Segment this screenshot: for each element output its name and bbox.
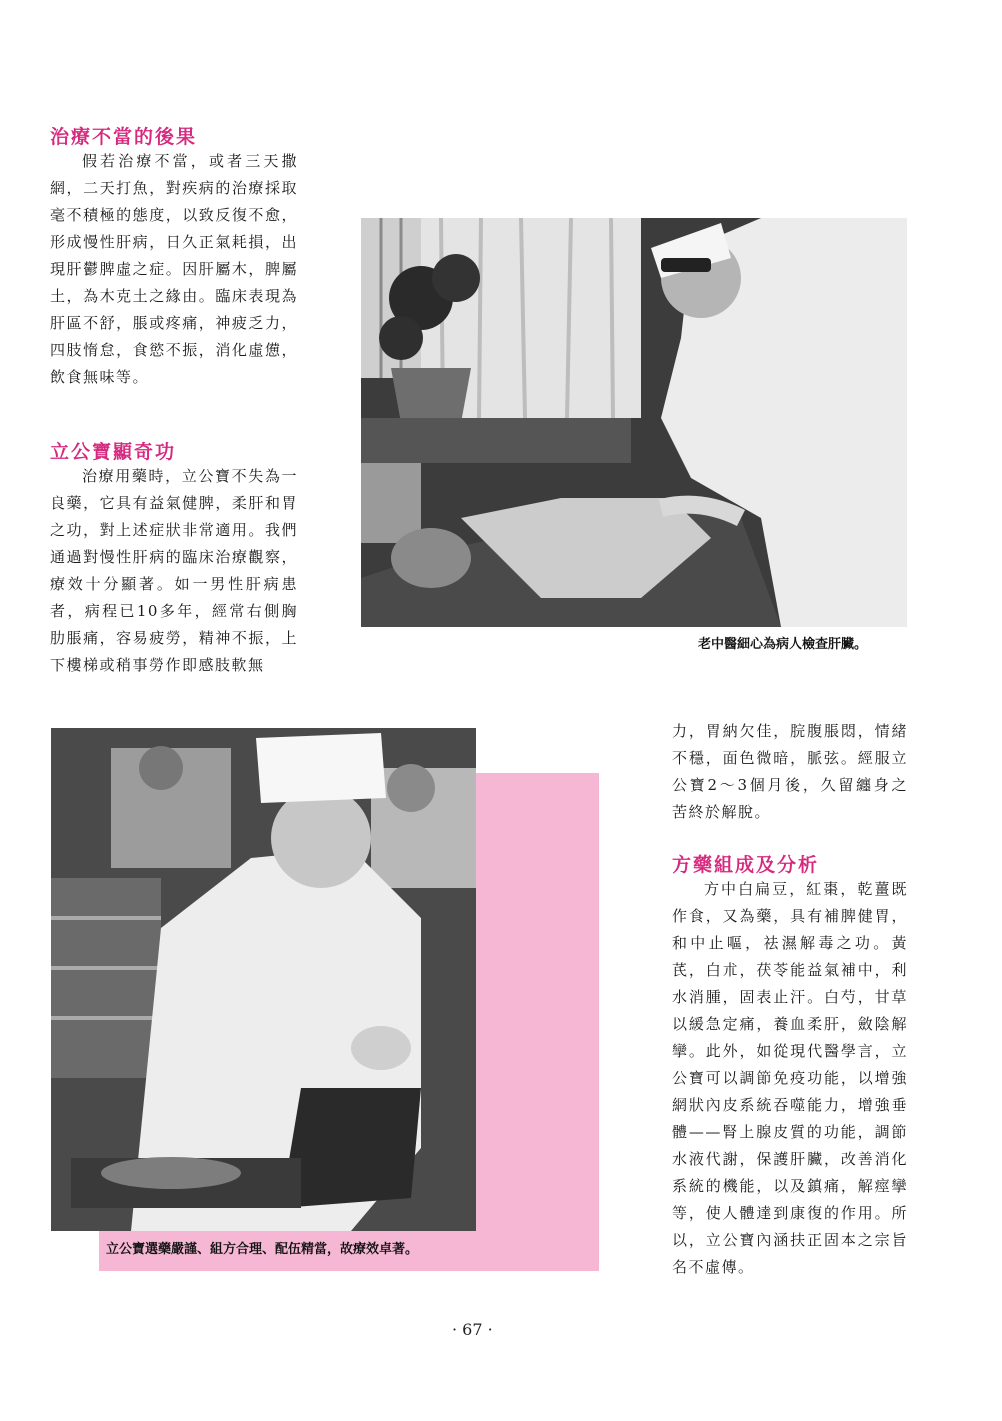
paragraph-ligongbao-efficacy: 治療用藥時，立公寶不失為一良藥，它具有益氣健脾，柔肝和胃之功，對上述症狀非常適用。我們通過對慢性肝病的臨床治療觀察，療效十分顯著。如一男性肝病患者，病程已10多年，經常右側胸肋脹痛，容易疲勞，精神不振，上下樓梯或稍事勞作即感肢軟無 (50, 467, 298, 674)
paragraph-treatment-consequences: 假若治療不當，或者三天撒網，二天打魚，對疾病的治療採取毫不積極的態度，以致反復不愈，形成慢性肝病，日久正氣耗損，出現肝鬱脾虛之症。因肝屬木，脾屬土，為木克土之緣由。臨床表現為肝區不舒，脹或疼痛，神疲乏力，四肢惰怠，食慾不振，消化虛憊，飲食無味等。 (50, 152, 298, 386)
paragraph-ligongbao-efficacy-continued: 力，胃納欠佳，脘腹脹悶，情緒不穩，面色微暗，脈弦。經服立公寶2～3個月後，久留纏身之苦終於解脫。 (672, 722, 908, 821)
caption-pharmacist-photo: 立公寶選藥嚴謹、組方合理、配伍精當，故療效卓著。 (106, 1242, 419, 1257)
heading-formula-analysis: 方藥組成及分析 (672, 854, 820, 876)
doctor-examining-patient-photo (361, 218, 907, 627)
paragraph-formula-analysis: 方中白扁豆，紅棗，乾薑既作食，又為藥，具有補脾健胃，和中止嘔，祛濕解毒之功。黃芪，白朮，茯苓能益氣補中，利水消腫，固表止汗。白芍，甘草以緩急定痛，養血柔肝，斂陰解攣。此外，如從現代醫學言，立公寶可以調節免疫功能，以增強網狀內皮系統吞噬能力，增強垂體——腎上腺皮質的功能，調節水液代謝，保護肝臟，改善消化系統的機能，以及鎮痛，解痙攣等，使人體達到康復的作用。所以，立公寶內涵扶正固本之宗旨名不虛傳。 (672, 880, 908, 1276)
heading-ligongbao-efficacy: 立公寶顯奇功 (50, 441, 177, 463)
heading-treatment-consequences: 治療不當的後果 (50, 126, 198, 148)
caption-doctor-photo: 老中醫細心為病人檢查肝臟。 (698, 637, 868, 652)
page-number: · 67 · (452, 1320, 493, 1339)
pharmacist-cutting-herbs-photo (51, 728, 476, 1231)
